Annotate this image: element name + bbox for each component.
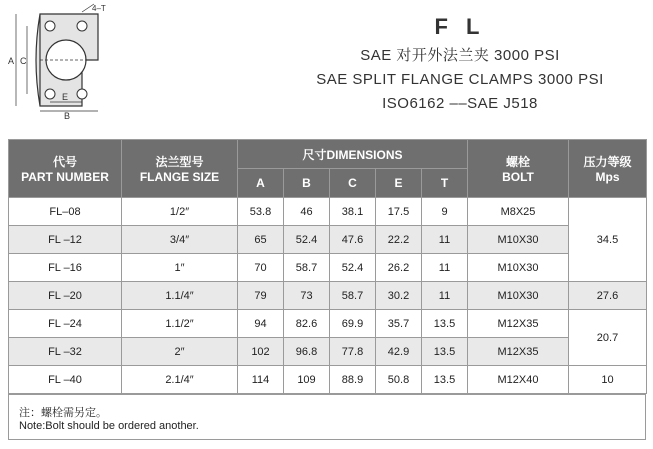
label-b: B bbox=[64, 111, 71, 120]
cell-part: FL –20 bbox=[9, 282, 122, 310]
cell-b: 58.7 bbox=[284, 254, 330, 282]
cell-b: 52.4 bbox=[284, 226, 330, 254]
cell-c: 47.6 bbox=[330, 226, 376, 254]
header-bolt: 螺栓 BOLT bbox=[468, 140, 569, 198]
note-cn: 注：螺栓需另定。 bbox=[19, 407, 107, 419]
cell-t: 13.5 bbox=[422, 366, 468, 394]
header-dim-b: B bbox=[284, 169, 330, 198]
cell-a: 70 bbox=[238, 254, 284, 282]
note-en: Note:Bolt should be ordered another. bbox=[19, 420, 199, 432]
label-t: 4–T bbox=[92, 4, 106, 13]
cell-a: 53.8 bbox=[238, 198, 284, 226]
cell-b: 82.6 bbox=[284, 310, 330, 338]
cell-part: FL –40 bbox=[9, 366, 122, 394]
cell-e: 35.7 bbox=[376, 310, 422, 338]
cell-bolt: M10X30 bbox=[468, 282, 569, 310]
table-row bbox=[9, 366, 647, 394]
title-line-en: SAE SPLIT FLANGE CLAMPS 3000 PSI bbox=[316, 71, 604, 88]
cell-a: 65 bbox=[238, 226, 284, 254]
table-row bbox=[9, 282, 647, 310]
cell-size: 3/4″ bbox=[122, 226, 238, 254]
table-row bbox=[9, 310, 647, 338]
cell-size: 1.1/2″ bbox=[122, 310, 238, 338]
header-dim-c: C bbox=[330, 169, 376, 198]
cell-bolt: M12X40 bbox=[468, 366, 569, 394]
cell-part: FL–08 bbox=[9, 198, 122, 226]
cell-t: 9 bbox=[422, 198, 468, 226]
cell-bolt: M12X35 bbox=[468, 310, 569, 338]
cell-bolt: M12X35 bbox=[468, 338, 569, 366]
cell-e: 26.2 bbox=[376, 254, 422, 282]
table-row bbox=[9, 338, 647, 366]
label-a: A bbox=[8, 56, 15, 66]
title-line-standard: ISO6162 ––SAE J518 bbox=[382, 95, 538, 112]
cell-t: 13.5 bbox=[422, 338, 468, 366]
cell-pressure: 27.6 bbox=[569, 282, 647, 310]
note-box bbox=[8, 394, 646, 440]
cell-b: 46 bbox=[284, 198, 330, 226]
header-part-number: 代号 PART NUMBER bbox=[9, 140, 122, 198]
cell-e: 30.2 bbox=[376, 282, 422, 310]
spec-table bbox=[8, 139, 647, 394]
header-dimensions: 尺寸DIMENSIONS bbox=[238, 140, 468, 169]
title-block bbox=[300, 14, 620, 116]
cell-a: 79 bbox=[238, 282, 284, 310]
cell-pressure: 10 bbox=[569, 366, 647, 394]
table-row bbox=[9, 226, 647, 254]
cell-part: FL –32 bbox=[9, 338, 122, 366]
bolt-hole bbox=[45, 89, 55, 99]
header-pressure: 压力等级 Mps bbox=[569, 140, 647, 198]
cell-c: 88.9 bbox=[330, 366, 376, 394]
cell-e: 17.5 bbox=[376, 198, 422, 226]
cell-c: 77.8 bbox=[330, 338, 376, 366]
cell-part: FL –24 bbox=[9, 310, 122, 338]
label-c: C bbox=[20, 56, 27, 66]
cell-size: 2.1/4″ bbox=[122, 366, 238, 394]
header-dim-e: E bbox=[376, 169, 422, 198]
cell-size: 1″ bbox=[122, 254, 238, 282]
cell-c: 38.1 bbox=[330, 198, 376, 226]
cell-e: 42.9 bbox=[376, 338, 422, 366]
cell-part: FL –16 bbox=[9, 254, 122, 282]
cell-e: 22.2 bbox=[376, 226, 422, 254]
cell-b: 109 bbox=[284, 366, 330, 394]
label-e: E bbox=[62, 92, 69, 102]
bolt-hole bbox=[77, 21, 87, 31]
table-row bbox=[9, 198, 647, 226]
cell-t: 13.5 bbox=[422, 310, 468, 338]
cell-bolt: M10X30 bbox=[468, 254, 569, 282]
cell-t: 11 bbox=[422, 226, 468, 254]
cell-a: 114 bbox=[238, 366, 284, 394]
cell-pressure: 20.7 bbox=[569, 310, 647, 366]
cell-t: 11 bbox=[422, 254, 468, 282]
cell-b: 96.8 bbox=[284, 338, 330, 366]
cell-c: 52.4 bbox=[330, 254, 376, 282]
product-code-title: F L bbox=[434, 14, 486, 39]
cell-part: FL –12 bbox=[9, 226, 122, 254]
cell-e: 50.8 bbox=[376, 366, 422, 394]
header-dim-a: A bbox=[238, 169, 284, 198]
cell-c: 69.9 bbox=[330, 310, 376, 338]
bolt-hole bbox=[77, 89, 87, 99]
cell-c: 58.7 bbox=[330, 282, 376, 310]
header-dim-t: T bbox=[422, 169, 468, 198]
cell-bolt: M10X30 bbox=[468, 226, 569, 254]
table-row bbox=[9, 254, 647, 282]
cell-a: 102 bbox=[238, 338, 284, 366]
header-flange-size: 法兰型号 FLANGE SIZE bbox=[122, 140, 238, 198]
cell-pressure: 34.5 bbox=[569, 198, 647, 282]
cell-a: 94 bbox=[238, 310, 284, 338]
cell-size: 1.1/4″ bbox=[122, 282, 238, 310]
cell-bolt: M8X25 bbox=[468, 198, 569, 226]
cell-b: 73 bbox=[284, 282, 330, 310]
bolt-hole bbox=[45, 21, 55, 31]
title-line-cn: SAE 对开外法兰夹 3000 PSI bbox=[360, 47, 560, 64]
cell-t: 11 bbox=[422, 282, 468, 310]
flange-clamp-diagram bbox=[2, 2, 114, 120]
cell-size: 2″ bbox=[122, 338, 238, 366]
cell-size: 1/2″ bbox=[122, 198, 238, 226]
